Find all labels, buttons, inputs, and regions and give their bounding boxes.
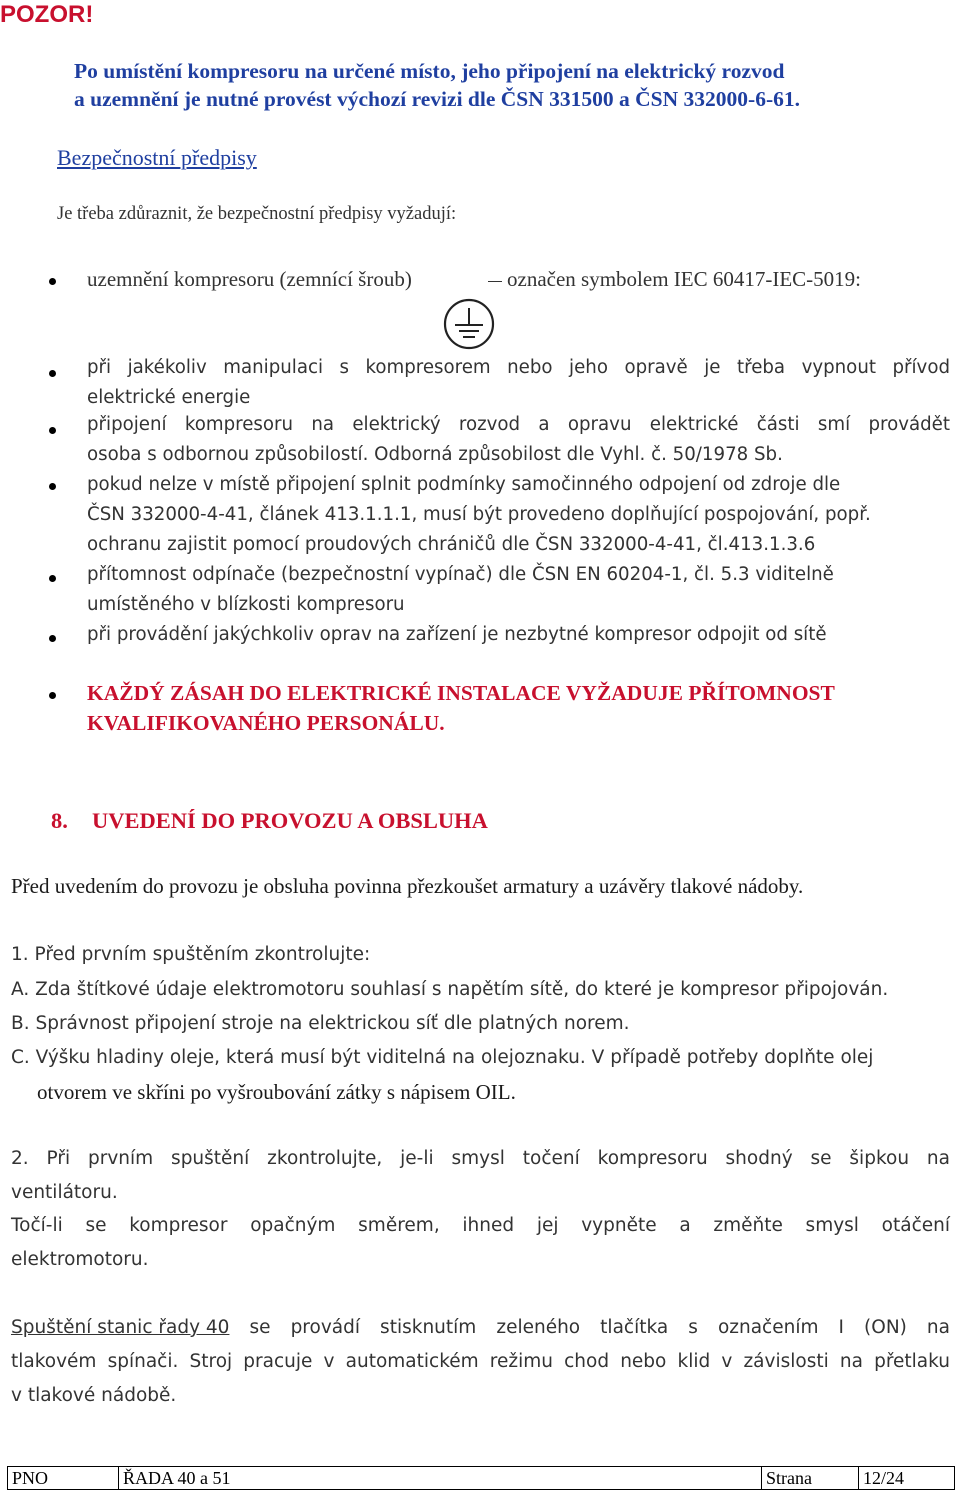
footer-company: PNO	[8, 1467, 119, 1489]
reverse-line-2: elektromotoru.	[11, 1249, 149, 1270]
item-5-line-1: při provádění jakýchkoliv oprav na zařízení je nezbytné kompresor odpojit od sítě	[87, 624, 827, 645]
check-b: B. Správnost připojení stroje na elektrickou síť dle platných norem.	[11, 1013, 630, 1034]
dash	[488, 281, 502, 282]
section-intro: Před uvedením do provozu je obsluha povinna přezkoušet armatury a uzávěry tlakové nádoby.	[11, 874, 804, 898]
footer-series: ŘADA 40 a 51	[119, 1467, 762, 1489]
protective-earth-icon	[442, 297, 496, 351]
section-number: 8.	[51, 808, 68, 833]
check-2-line-2: ventilátoru.	[11, 1182, 118, 1203]
start-line-1-rest: se provádí stisknutím zeleného tlačítka s označením I (ON) na	[229, 1317, 950, 1338]
bullet	[49, 370, 56, 377]
item-3-line-1: pokud nelze v místě připojení splnit podmínky samočinného odpojení od zdroje dle	[87, 474, 841, 495]
item-3-line-2: ČSN 332000-4-41, článek 413.1.1.1, musí být provedeno doplňující pospojování, popř.	[87, 504, 871, 525]
bullet	[49, 635, 56, 642]
footer-page-label: Strana	[762, 1467, 859, 1489]
warning-title: POZOR!	[0, 1, 94, 28]
item-1-line-2: elektrické energie	[87, 387, 251, 408]
item-2-line-2: osoba s odbornou způsobilostí. Odborná způsobilost dle Vyhl. č. 50/1978 Sb.	[87, 444, 783, 465]
red-notice-line-1: KAŽDÝ ZÁSAH DO ELEKTRICKÉ INSTALACE VYŽADUJE PŘÍTOMNOST	[87, 681, 835, 705]
warning-line-1: Po umístění kompresoru na určené místo, jeho připojení na elektrický rozvod	[74, 59, 785, 83]
item-1-line-1: při jakékoliv manipulaci s kompresorem nebo jeho opravě je třeba vypnout přívod	[87, 357, 950, 378]
bullet	[49, 278, 56, 285]
check-2-line-1: 2. Při prvním spuštění zkontrolujte, je-li smysl točení kompresoru shodný se šipkou na	[11, 1148, 950, 1169]
red-notice-line-2: KVALIFIKOVANÉHO PERSONÁLU.	[87, 711, 445, 735]
start-underlined: Spuštění stanic řady 40	[11, 1317, 230, 1338]
grounding-symbol-text: označen symbolem IEC 60417-IEC-5019:	[507, 267, 862, 291]
check-1-title: 1. Před prvním spuštěním zkontrolujte:	[11, 944, 371, 965]
section-title: UVEDENÍ DO PROVOZU A OBSLUHA	[92, 808, 488, 833]
bullet	[49, 575, 56, 582]
reverse-line-1: Točí-li se kompresor opačným směrem, ihned jej vypněte a změňte smysl otáčení	[11, 1215, 950, 1236]
safety-intro: Je třeba zdůraznit, že bezpečnostní předpisy vyžadují:	[57, 204, 457, 224]
bullet	[49, 692, 56, 699]
item-3-line-3: ochranu zajistit pomocí proudových chráničů dle ČSN 332000-4-41, čl.413.1.3.6	[87, 534, 816, 555]
check-a: A. Zda štítkové údaje elektromotoru souhlasí s napětím sítě, do které je kompresor připojován.	[11, 979, 889, 1000]
check-c-line-2: otvorem ve skříni po vyšroubování zátky s nápisem OIL.	[37, 1080, 516, 1104]
item-4-line-2: umístěného v blízkosti kompresoru	[87, 594, 405, 615]
start-line-2: tlakovém spínači. Stroj pracuje v automatickém režimu chod nebo klid v závislosti na přetlaku	[11, 1351, 950, 1372]
item-2-line-1: připojení kompresoru na elektrický rozvod a opravu elektrické části smí provádět	[87, 414, 950, 435]
safety-heading: Bezpečnostní předpisy	[57, 145, 257, 170]
start-line-3: v tlakové nádobě.	[11, 1385, 177, 1406]
start-line-1	[11, 1317, 950, 1338]
warning-line-2: a uzemnění je nutné provést výchozí revizi dle ČSN 331500 a ČSN 332000-6-61.	[74, 87, 800, 111]
page-footer	[7, 1466, 955, 1490]
check-c-line-1: C. Výšku hladiny oleje, která musí být viditelná na olejoznaku. V případě potřeby doplňte olej	[11, 1047, 874, 1068]
footer-page: 12/24	[863, 1468, 905, 1488]
bullet	[49, 483, 56, 490]
bullet	[49, 427, 56, 434]
grounding-item: uzemnění kompresoru (zemnící šroub)	[87, 267, 412, 291]
item-4-line-1: přítomnost odpínače (bezpečnostní vypínač) dle ČSN EN 60204-1, čl. 5.3 viditelně	[87, 564, 834, 585]
